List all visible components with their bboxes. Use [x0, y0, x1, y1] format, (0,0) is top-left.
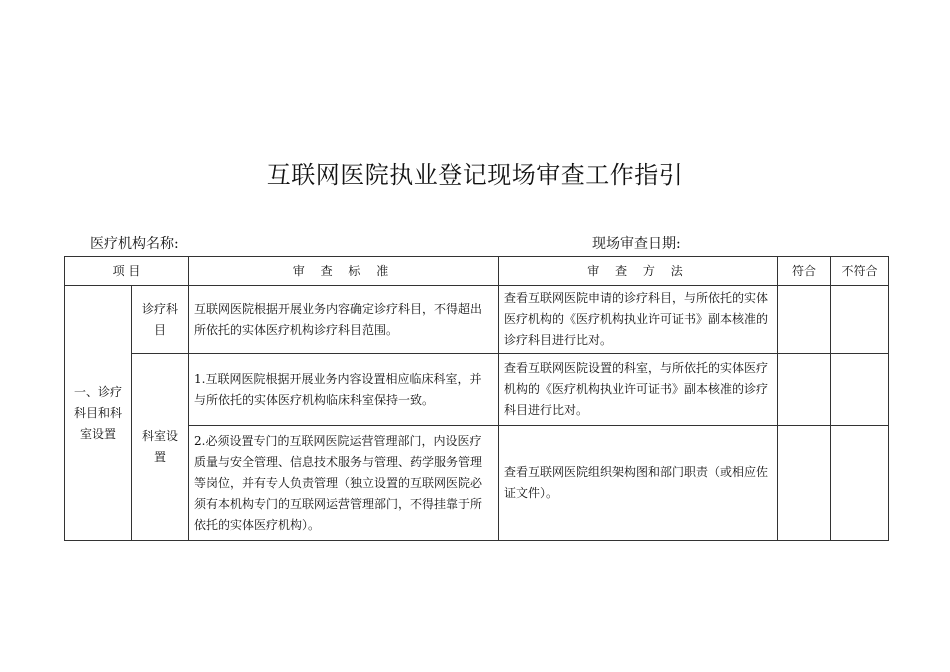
header-method: 审 查 方 法	[499, 257, 778, 286]
nonconform-checkbox-cell[interactable]	[831, 286, 889, 354]
table-row	[65, 426, 889, 541]
header-standard: 审 查 标 准	[189, 257, 499, 286]
standard-cell: 1.互联网医院根据开展业务内容设置相应临床科室，并与所依托的实体医疗机构临床科室保持一致。	[189, 354, 499, 426]
method-cell: 查看互联网医院申请的诊疗科目，与所依托的实体医疗机构的《医疗机构执业许可证书》副本核准的诊疗科目进行比对。	[499, 286, 778, 354]
table-row	[65, 354, 889, 426]
conform-checkbox-cell[interactable]	[778, 354, 831, 426]
standard-cell: 2.必须设置专门的互联网医院运营管理部门，内设医疗质量与安全管理、信息技术服务与管理、药学服务管理等岗位，并有专人负责管理（独立设置的互联网医院必须有本机构专门的互联网运营管理部门，不得挂靠于所依托的实体医疗机构）。	[189, 426, 499, 541]
inspection-date-label: 现场审查日期:	[592, 236, 681, 252]
subitem-label: 诊疗科目	[132, 286, 189, 354]
inspection-table	[64, 256, 889, 541]
nonconform-checkbox-cell[interactable]	[831, 354, 889, 426]
header-nonconform: 不符合	[831, 257, 889, 286]
header-conform: 符合	[778, 257, 831, 286]
table-row	[65, 286, 889, 354]
header-item: 项 目	[65, 257, 189, 286]
subitem-label: 科室设置	[132, 354, 189, 541]
standard-cell: 互联网医院根据开展业务内容确定诊疗科目，不得超出所依托的实体医疗机构诊疗科目范围。	[189, 286, 499, 354]
institution-name-label: 医疗机构名称:	[90, 236, 179, 252]
nonconform-checkbox-cell[interactable]	[831, 426, 889, 541]
method-cell: 查看互联网医院设置的科室，与所依托的实体医疗机构的《医疗机构执业许可证书》副本核准的诊疗科目进行比对。	[499, 354, 778, 426]
conform-checkbox-cell[interactable]	[778, 286, 831, 354]
section-label: 一、诊疗科目和科室设置	[65, 286, 132, 541]
table-header-row	[65, 257, 889, 286]
method-cell: 查看互联网医院组织架构图和部门职责（或相应佐证文件）。	[499, 426, 778, 541]
document-title: 互联网医院执业登记现场审查工作指引	[266, 161, 684, 189]
conform-checkbox-cell[interactable]	[778, 426, 831, 541]
